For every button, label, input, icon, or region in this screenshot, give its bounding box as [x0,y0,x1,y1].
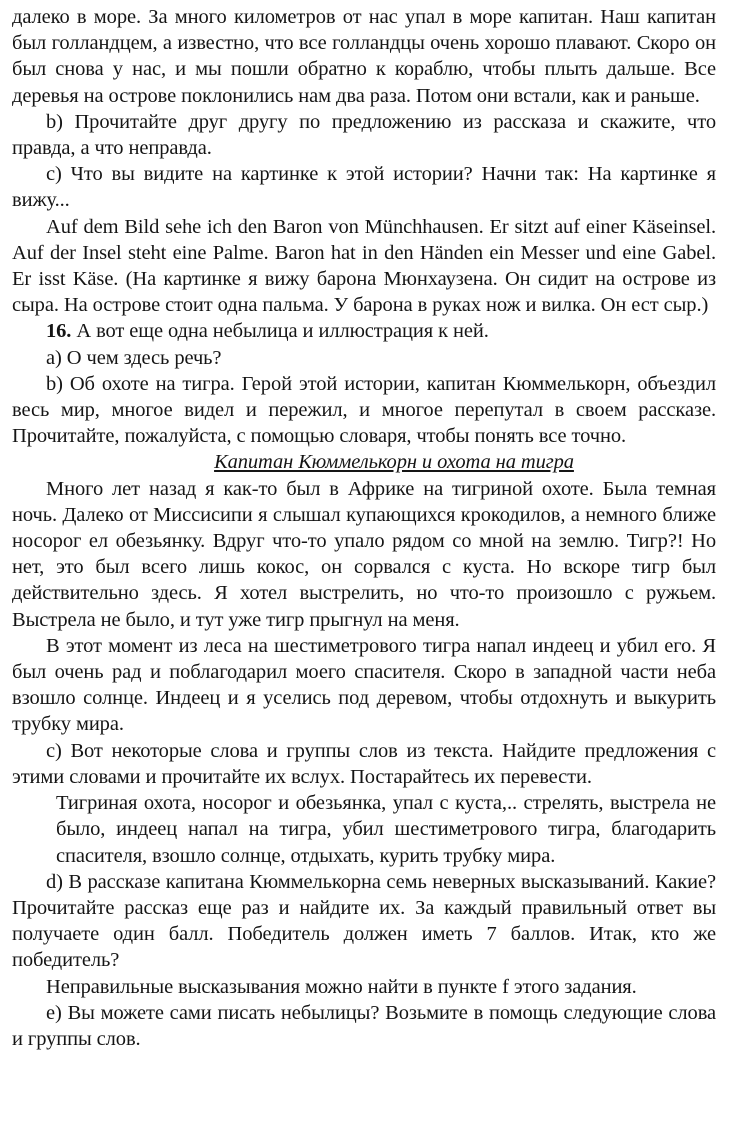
task-c-instruction: c) Что вы видите на картинке к этой истории? Начни так: На картинке я вижу... [12,163,716,212]
german-picture-description: Auf dem Bild sehe ich den Baron von Münchhausen. Er sitzt auf einer Käseinsel. Auf der Insel steht eine Palme. Baron hat in den Händen ein Messer und eine Gabel. Er isst Käse. (На картинке я вижу барона Мюнхаузена. Он сидит на острове из сыра. На острове стоит одна пальма. У барона в руках нож и вилка. Он ест сыр.) [12,215,716,317]
task-d-instruction: d) В рассказе капитана Кюммелькорна семь неверных высказываний. Какие? Прочитайте рассказ еще раз и найдите их. За каждый правильный ответ вы получаете один балл. Победитель должен иметь 7 баллов. Итак, кто же победитель? [12,870,716,972]
answer-hint: Неправильные высказывания можно найти в пункте f этого задания. [46,975,637,998]
task-c-words-instruction: c) Вот некоторые слова и группы слов из текста. Найдите предложения с этими словами и прочитайте их вслух. Постарайтесь их перевести. [12,739,716,788]
task-a-question: a) О чем здесь речь? [46,346,222,369]
task-b-answer: b) Об охоте на тигра. Герой этой истории, капитан Кюммелькорн, объездил весь мир, многое видел и пережил, и многое перепутал в своем рассказе. Прочитайте, пожалуйста, с помощью словаря, чтобы понять все точно. [12,372,716,448]
exercise-16-heading [12,318,716,344]
task-e-instruction: e) Вы можете сами писать небылицы? Возьмите в помощь следующие слова и группы слов. [12,1001,716,1050]
story-paragraph-1: Много лет назад я как-то был в Африке на тигриной охоте. Была темная ночь. Далеко от Миссисипи я слышал купающихся крокодилов, а немного ближе носорог ел обезьянку. Вдруг что-то упало рядом со мной на землю. Тигр?! Но нет, это был всего лишь кокос, он сорвался с куста. Но вскоре тигр был действительно здесь. Я хотел выстрелить, но что-то произошло с ружьем. Выстрела не было, и тут уже тигр прыгнул на меня. [12,477,716,631]
story-paragraph-2: В этот момент из леса на шестиметрового тигра напал индеец и убил его. Я был очень рад и поблагодарил моего спасителя. Скоро в западной части неба взошло солнце. Индеец и я уселись под деревом, чтобы отдохнуть и выкурить трубку мира. [12,634,716,736]
word-list: Тигриная охота, носорог и обезьянка, упал с куста,.. стрелять, выстрела не было, индеец напал на тигра, убил шестиметрового тигра, благодарить спасителя, взошло солнце, отдыхать, курить трубку мира. [56,792,716,867]
exercise-16-text: А вот еще одна небылица и иллюстрация к ней. [71,320,489,343]
paragraph-story-end: далеко в море. За много километров от нас упал в море капитан. Наш капитан был голландцем, а известно, что все голландцы очень хорошо плавают. Скоро он был снова у нас, и мы пошли обратно к кораблю, чтобы плыть дальше. Все деревья на острове поклонились нам два раза. Потом они встали, как и раньше. [12,6,716,107]
story-title: Капитан Кюммелькорн и охота на тигра [214,451,574,474]
exercise-number: 16. [46,320,72,343]
task-b-instruction: b) Прочитайте друг другу по предложению из рассказа и скажите, что правда, а что неправда. [12,110,716,160]
